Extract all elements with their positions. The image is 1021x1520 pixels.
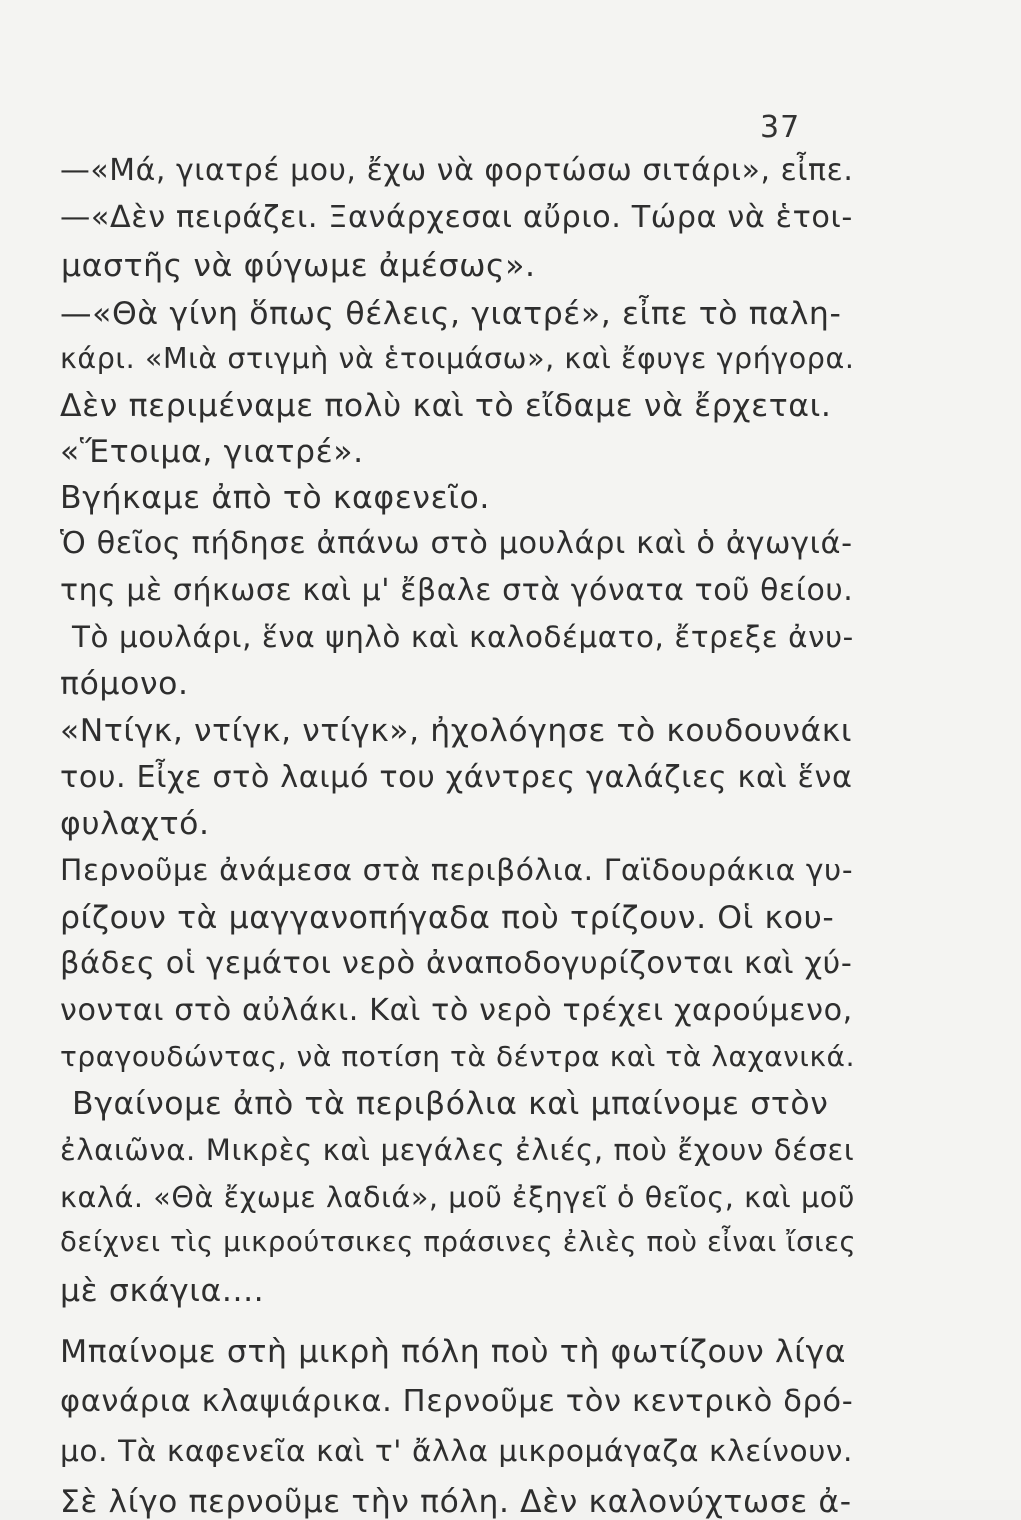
text-line: νονται στὸ αὐλάκι. Καὶ τὸ νερὸ τρέχει χαρούμενο, — [60, 993, 853, 1028]
text-line: Περνοῦμε ἀνάμεσα στὰ περιβόλια. Γαϊδουράκια γυ- — [60, 853, 854, 888]
page-number: 37 — [760, 110, 801, 145]
text-line: κάρι. «Μιὰ στιγμὴ νὰ ἑτοιμάσω», καὶ ἔφυγε γρήγορα. — [60, 342, 855, 375]
text-line: μο. Τὰ καφενεῖα καὶ τ' ἄλλα μικρομάγαζα κλείνουν. — [60, 1434, 854, 1468]
text-line: πόμονο. — [60, 666, 189, 702]
text-line: του. Εἶχε στὸ λαιμό του χάντρες γαλάζιες καὶ ἕνα — [60, 760, 853, 795]
text-line: —«Θὰ γίνη ὅπως θέλεις, γιατρέ», εἶπε τὸ παλη- — [60, 296, 842, 332]
text-line: —«Μά, γιατρέ μου, ἔχω νὰ φορτώσω σιτάρι», εἶπε. — [60, 153, 854, 188]
text-line: Τὸ μουλάρι, ἕνα ψηλὸ καὶ καλοδέματο, ἔτρεξε ἀνυ- — [72, 620, 854, 654]
text-line: Ὁ θεῖος πήδησε ἀπάνω στὸ μουλάρι καὶ ὁ ἀγωγιά- — [60, 526, 853, 561]
text-line: ρίζουν τὰ μαγγανοπήγαδα ποὺ τρίζουν. Οἱ κου- — [60, 900, 835, 936]
text-line: «Ντίγκ, ντίγκ, ντίγκ», ἠχολόγησε τὸ κουδουνάκι — [60, 713, 853, 749]
text-line: φυλαχτό. — [60, 806, 210, 842]
text-line: βάδες οἱ γεμάτοι νερὸ ἀναποδογυρίζονται καὶ χύ- — [60, 946, 853, 981]
text-line: τραγουδώντας, νὰ ποτίση τὰ δέντρα καὶ τὰ λαχανικά. — [60, 1040, 856, 1073]
text-line: δείχνει τὶς μικρούτσικες πράσινες ἐλιὲς ποὺ εἶναι ἴσιες — [60, 1226, 857, 1258]
text-line: μὲ σκάγια.... — [60, 1273, 265, 1309]
text-line: Βγαίνομε ἀπὸ τὰ περιβόλια καὶ μπαίνομε στὸν — [72, 1086, 829, 1122]
text-line: καλά. «Θὰ ἔχωμε λαδιά», μοῦ ἐξηγεῖ ὁ θεῖος, καὶ μοῦ — [60, 1180, 856, 1214]
text-line: ἐλαιῶνα. Μικρὲς καὶ μεγάλες ἐλιές, ποὺ ἔχουν δέσει — [60, 1133, 855, 1167]
text-line: «Ἕτοιμα, γιατρέ». — [60, 434, 364, 470]
text-line: Σὲ λίγο περνοῦμε τὴν πόλη. Δὲν καλονύχτωσε ἀ- — [60, 1484, 852, 1520]
text-line: Μπαίνομε στὴ μικρὴ πόλη ποὺ τὴ φωτίζουν λίγα — [60, 1334, 847, 1370]
text-line: φανάρια κλαψιάρικα. Περνοῦμε τὸν κεντρικὸ δρό- — [60, 1384, 854, 1419]
text-line: μαστῆς νὰ φύγωμε ἀμέσως». — [61, 248, 536, 284]
text-line: της μὲ σήκωσε καὶ μ' ἔβαλε στὰ γόνατα τοῦ θείου. — [60, 573, 854, 608]
text-line: —«Δὲν πειράζει. Ξανάρχεσαι αὔριο. Τώρα νὰ ἑτοι- — [60, 200, 853, 235]
text-line: Βγήκαμε ἀπὸ τὸ καφενεῖο. — [60, 480, 490, 516]
text-line: Δὲν περιμέναμε πολὺ καὶ τὸ εἴδαμε νὰ ἔρχεται. — [60, 388, 832, 424]
